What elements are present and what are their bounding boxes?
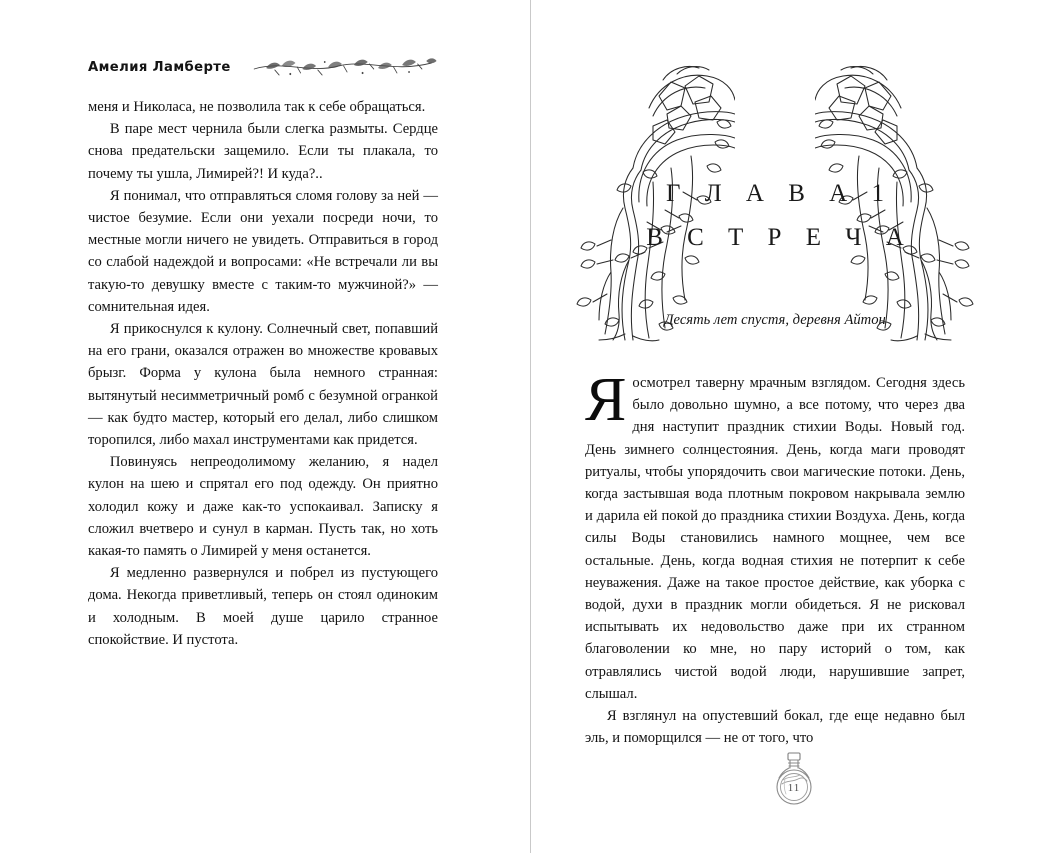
chapter-subtitle: Десять лет спустя, деревня Айтон xyxy=(664,312,886,328)
paragraph: меня и Николаса, не позволила так к себе обращаться. xyxy=(88,99,426,115)
paragraph: Я понимал, что отправляться сломя голову за ней — чистое безумие. Если они уехали посреди ночи, то местные могли ничего не увидеть. Отправиться в город со слабой надеждой и вопросами: «Не встречали ли вы такую-то девушку вместе с таким-то мужчиной?» — сомнительная идея. xyxy=(88,187,438,315)
right-page-body xyxy=(585,366,965,749)
chapter-title-block xyxy=(585,180,965,252)
paragraph: В паре мест чернила были слегка размыты. Сердце снова предательски защемило. Если ты плакала, то почему ты ушла, Лимирей?! И куда?.. xyxy=(88,121,438,182)
paragraph: Я медленно развернулся и побрел из пустующего дома. Некогда приветливый, теперь он стоял одиноким и холодным. В моей душе царило странное спокойствие. И пустота. xyxy=(88,565,438,648)
chapter-opening-illustration xyxy=(585,62,965,362)
folio xyxy=(531,751,1057,813)
paragraph-with-dropcap: Яосмотрел таверну мрачным взглядом. Сегодня здесь было довольно шумно, а все потому, что через два дня наступит праздник стихии Воды. Новый год. День зимнего солнцестояния. День, когда маги проводят ритуалы, чтобы упорядочить свои магические потоки. День, когда застывшая вода плотным покровом накрывала землю и дарила ей покой до праздника стихии Воздуха. День, когда силы Воды становились намного мощнее, чем все остальные. День, когда водная стихия не потерпит к себе неуважения. Даже на такое простое действие, как уборка с водой, духи в праздник могли обидеться. Я не рисковал испытывать их недовольство даже при их странном благоволении ко мне, но пару историй о том, как отравлялись чистой водой люди, нарушившие запрет, слышал. xyxy=(585,366,965,702)
chapter-name: В С Т Р Е Ч А xyxy=(646,224,913,251)
paragraph: Я взглянул на опустевший бокал, где еще недавно был эль, и поморщился — не от того, что xyxy=(585,708,965,747)
chapter-number: Г Л А В А 1 xyxy=(666,180,893,207)
left-page-text-block xyxy=(88,52,438,651)
right-page xyxy=(531,0,1057,853)
left-page-body xyxy=(88,96,438,651)
running-head xyxy=(88,52,438,82)
paragraph: Я прикоснулся к кулону. Солнечный свет, попавший на его грани, оказался отражен во множестве кровавых брызг. Форма у кулона была немного странная: вытянутый несимметричный ромб с безумной огранкой — как будто мастер, который его делал, либо слишком торопился, либо махал инструментами как придется. xyxy=(88,321,438,449)
paragraph: Повинуясь непреодолимому желанию, я надел кулон на шею и спрятал его под одежду. Он приятно холодил кожу и даже как-то успокаивал. Записку я сложил вчетверо и сунул в карман. Пусть так, но хоть какая-то память о Лимирей у меня останется. xyxy=(88,454,438,560)
author-running-head: Амелия Ламберте xyxy=(88,59,231,75)
leafy-vine-flourish-icon xyxy=(249,54,438,80)
right-page-content xyxy=(585,62,965,749)
page-number: 11 xyxy=(787,782,801,794)
potion-flask-icon xyxy=(767,751,821,813)
